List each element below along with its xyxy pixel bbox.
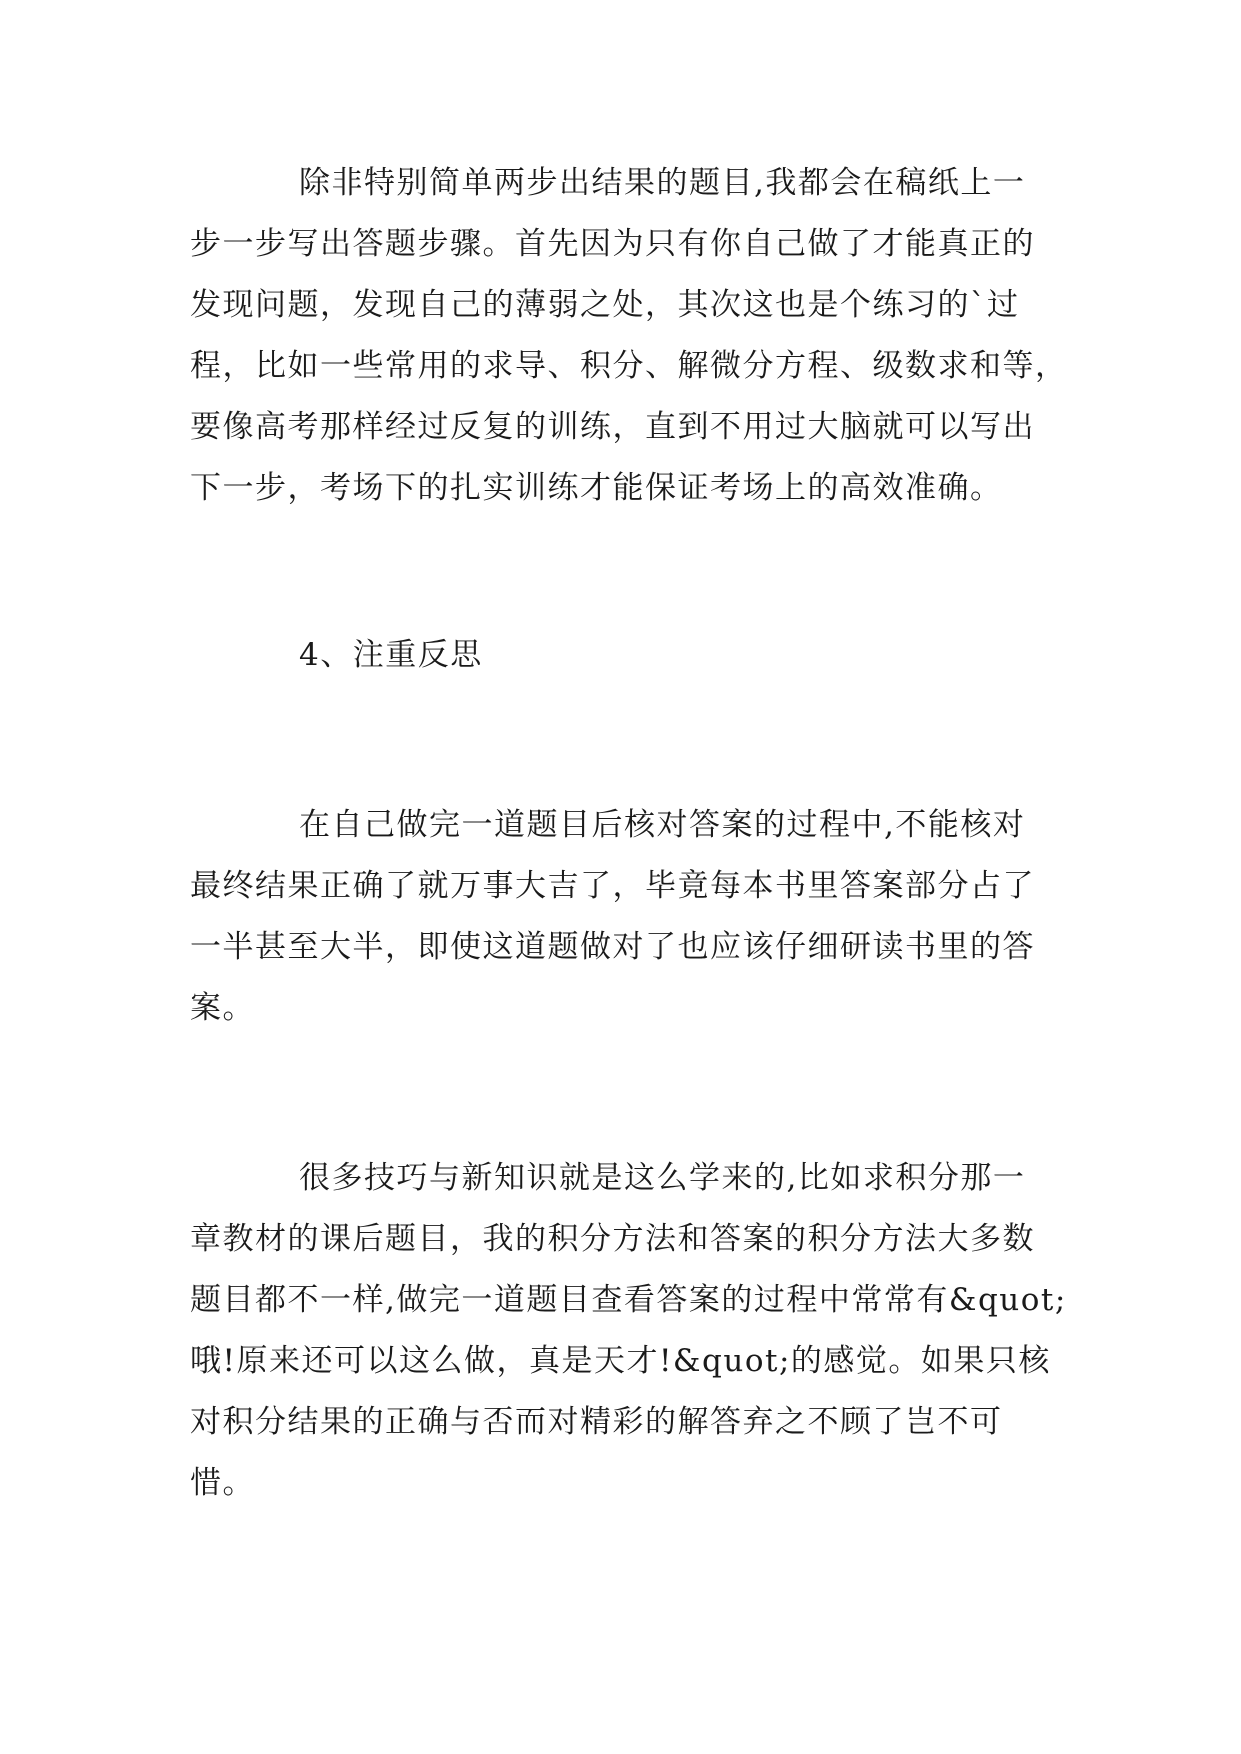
paragraph-3: [190, 1148, 1067, 1514]
paragraph-line: 下一步，考场下的扎实训练才能保证考场上的高效准确。: [190, 470, 1003, 506]
paragraph-line: 题目都不一样,做完一道题目查看答案的过程中常常有&quot;: [190, 1282, 1067, 1318]
paragraph-line: 一半甚至大半，即使这道题做对了也应该仔细研读书里的答: [190, 929, 1035, 965]
paragraph-line: 发现问题，发现自己的薄弱之处，其次这也是个练习的`过: [190, 287, 1020, 323]
paragraph-1: [190, 153, 1068, 519]
paragraph-line: 最终结果正确了就万事大吉了，毕竟每本书里答案部分占了: [190, 868, 1035, 904]
paragraph-2: [190, 795, 1060, 1039]
paragraph-line: 很多技巧与新知识就是这么学来的,比如求积分那一: [299, 1160, 1026, 1196]
paragraph-line: 要像高考那样经过反复的训练，直到不用过大脑就可以写出: [190, 409, 1035, 445]
paragraph-line: 哦!原来还可以这么做，真是天才!&quot;的感觉。如果只核: [190, 1343, 1051, 1379]
paragraph-line: 在自己做完一道题目后核对答案的过程中,不能核对: [299, 807, 1026, 843]
paragraph-line: 案。: [190, 990, 255, 1026]
paragraph-line: 除非特别简单两步出结果的题目,我都会在稿纸上一: [299, 165, 1026, 201]
paragraph-line: 惜。: [190, 1465, 255, 1501]
paragraph-line: 对积分结果的正确与否而对精彩的解答弃之不顾了岂不可: [190, 1404, 1003, 1440]
paragraph-line: 程，比如一些常用的求导、积分、解微分方程、级数求和等，: [190, 348, 1068, 384]
section-heading: 4、注重反思: [299, 637, 483, 673]
paragraph-line: 章教材的课后题目，我的积分方法和答案的积分方法大多数: [190, 1221, 1035, 1257]
paragraph-line: 步一步写出答题步骤。首先因为只有你自己做了才能真正的: [190, 226, 1035, 262]
